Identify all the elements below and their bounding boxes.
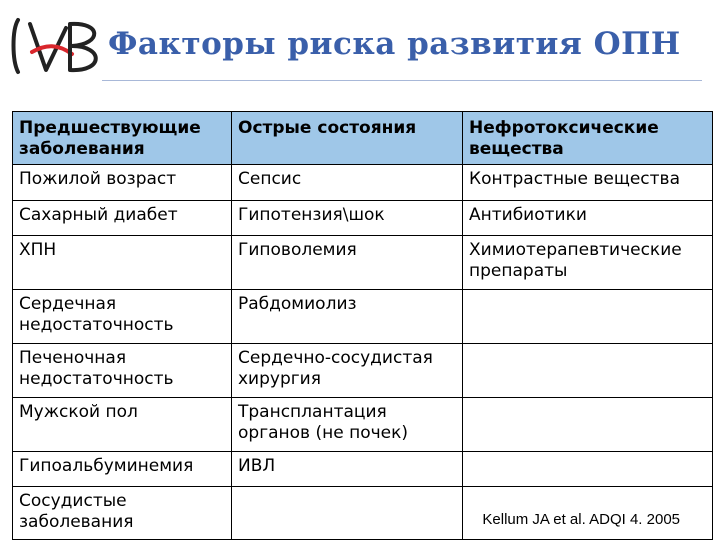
slide-header (0, 0, 720, 100)
risk-factors-table (12, 111, 713, 540)
table-cell: Гипотензия\шок (232, 201, 463, 236)
table-cell (463, 344, 713, 398)
table-header-row (13, 112, 713, 165)
table-cell: Контрастные вещества (463, 165, 713, 201)
column-header: Острые состояния (232, 112, 463, 165)
table-cell (232, 487, 463, 540)
column-header: Предшествующие заболевания (13, 112, 232, 165)
table-cell: Печеночная недостаточность (13, 344, 232, 398)
table-cell (463, 398, 713, 452)
table-row (13, 452, 713, 487)
table-cell: Гиповолемия (232, 236, 463, 290)
table-cell: Сердечная недостаточность (13, 290, 232, 344)
table-cell: Трансплантация органов (не почек) (232, 398, 463, 452)
table-cell: Химиотерапевтические препараты (463, 236, 713, 290)
table-row (13, 201, 713, 236)
table-row (13, 344, 713, 398)
table-cell: Антибиотики (463, 201, 713, 236)
table-cell: Пожилой возраст (13, 165, 232, 201)
citation: Kellum JA et al. ADQI 4. 2005 (482, 511, 680, 528)
table-cell: Сосудистые заболевания (13, 487, 232, 540)
table-cell: Сахарный диабет (13, 201, 232, 236)
table-cell: ИВЛ (232, 452, 463, 487)
table-cell: Рабдомиолиз (232, 290, 463, 344)
table-row (13, 236, 713, 290)
table-cell: Сепсис (232, 165, 463, 201)
table-row (13, 290, 713, 344)
table-row (13, 165, 713, 201)
table-cell: Гипоальбуминемия (13, 452, 232, 487)
table-cell: ХПН (13, 236, 232, 290)
risk-factors-table-container (12, 111, 712, 537)
title-divider (102, 80, 702, 81)
table-cell: Сердечно-сосудистая хирургия (232, 344, 463, 398)
logo-icon (6, 14, 106, 78)
table-row (13, 398, 713, 452)
table-cell: Мужской пол (13, 398, 232, 452)
table-cell (463, 290, 713, 344)
column-header: Нефротоксические вещества (463, 112, 713, 165)
table-cell (463, 452, 713, 487)
page-title: Факторы риска развития ОПН (108, 26, 681, 62)
